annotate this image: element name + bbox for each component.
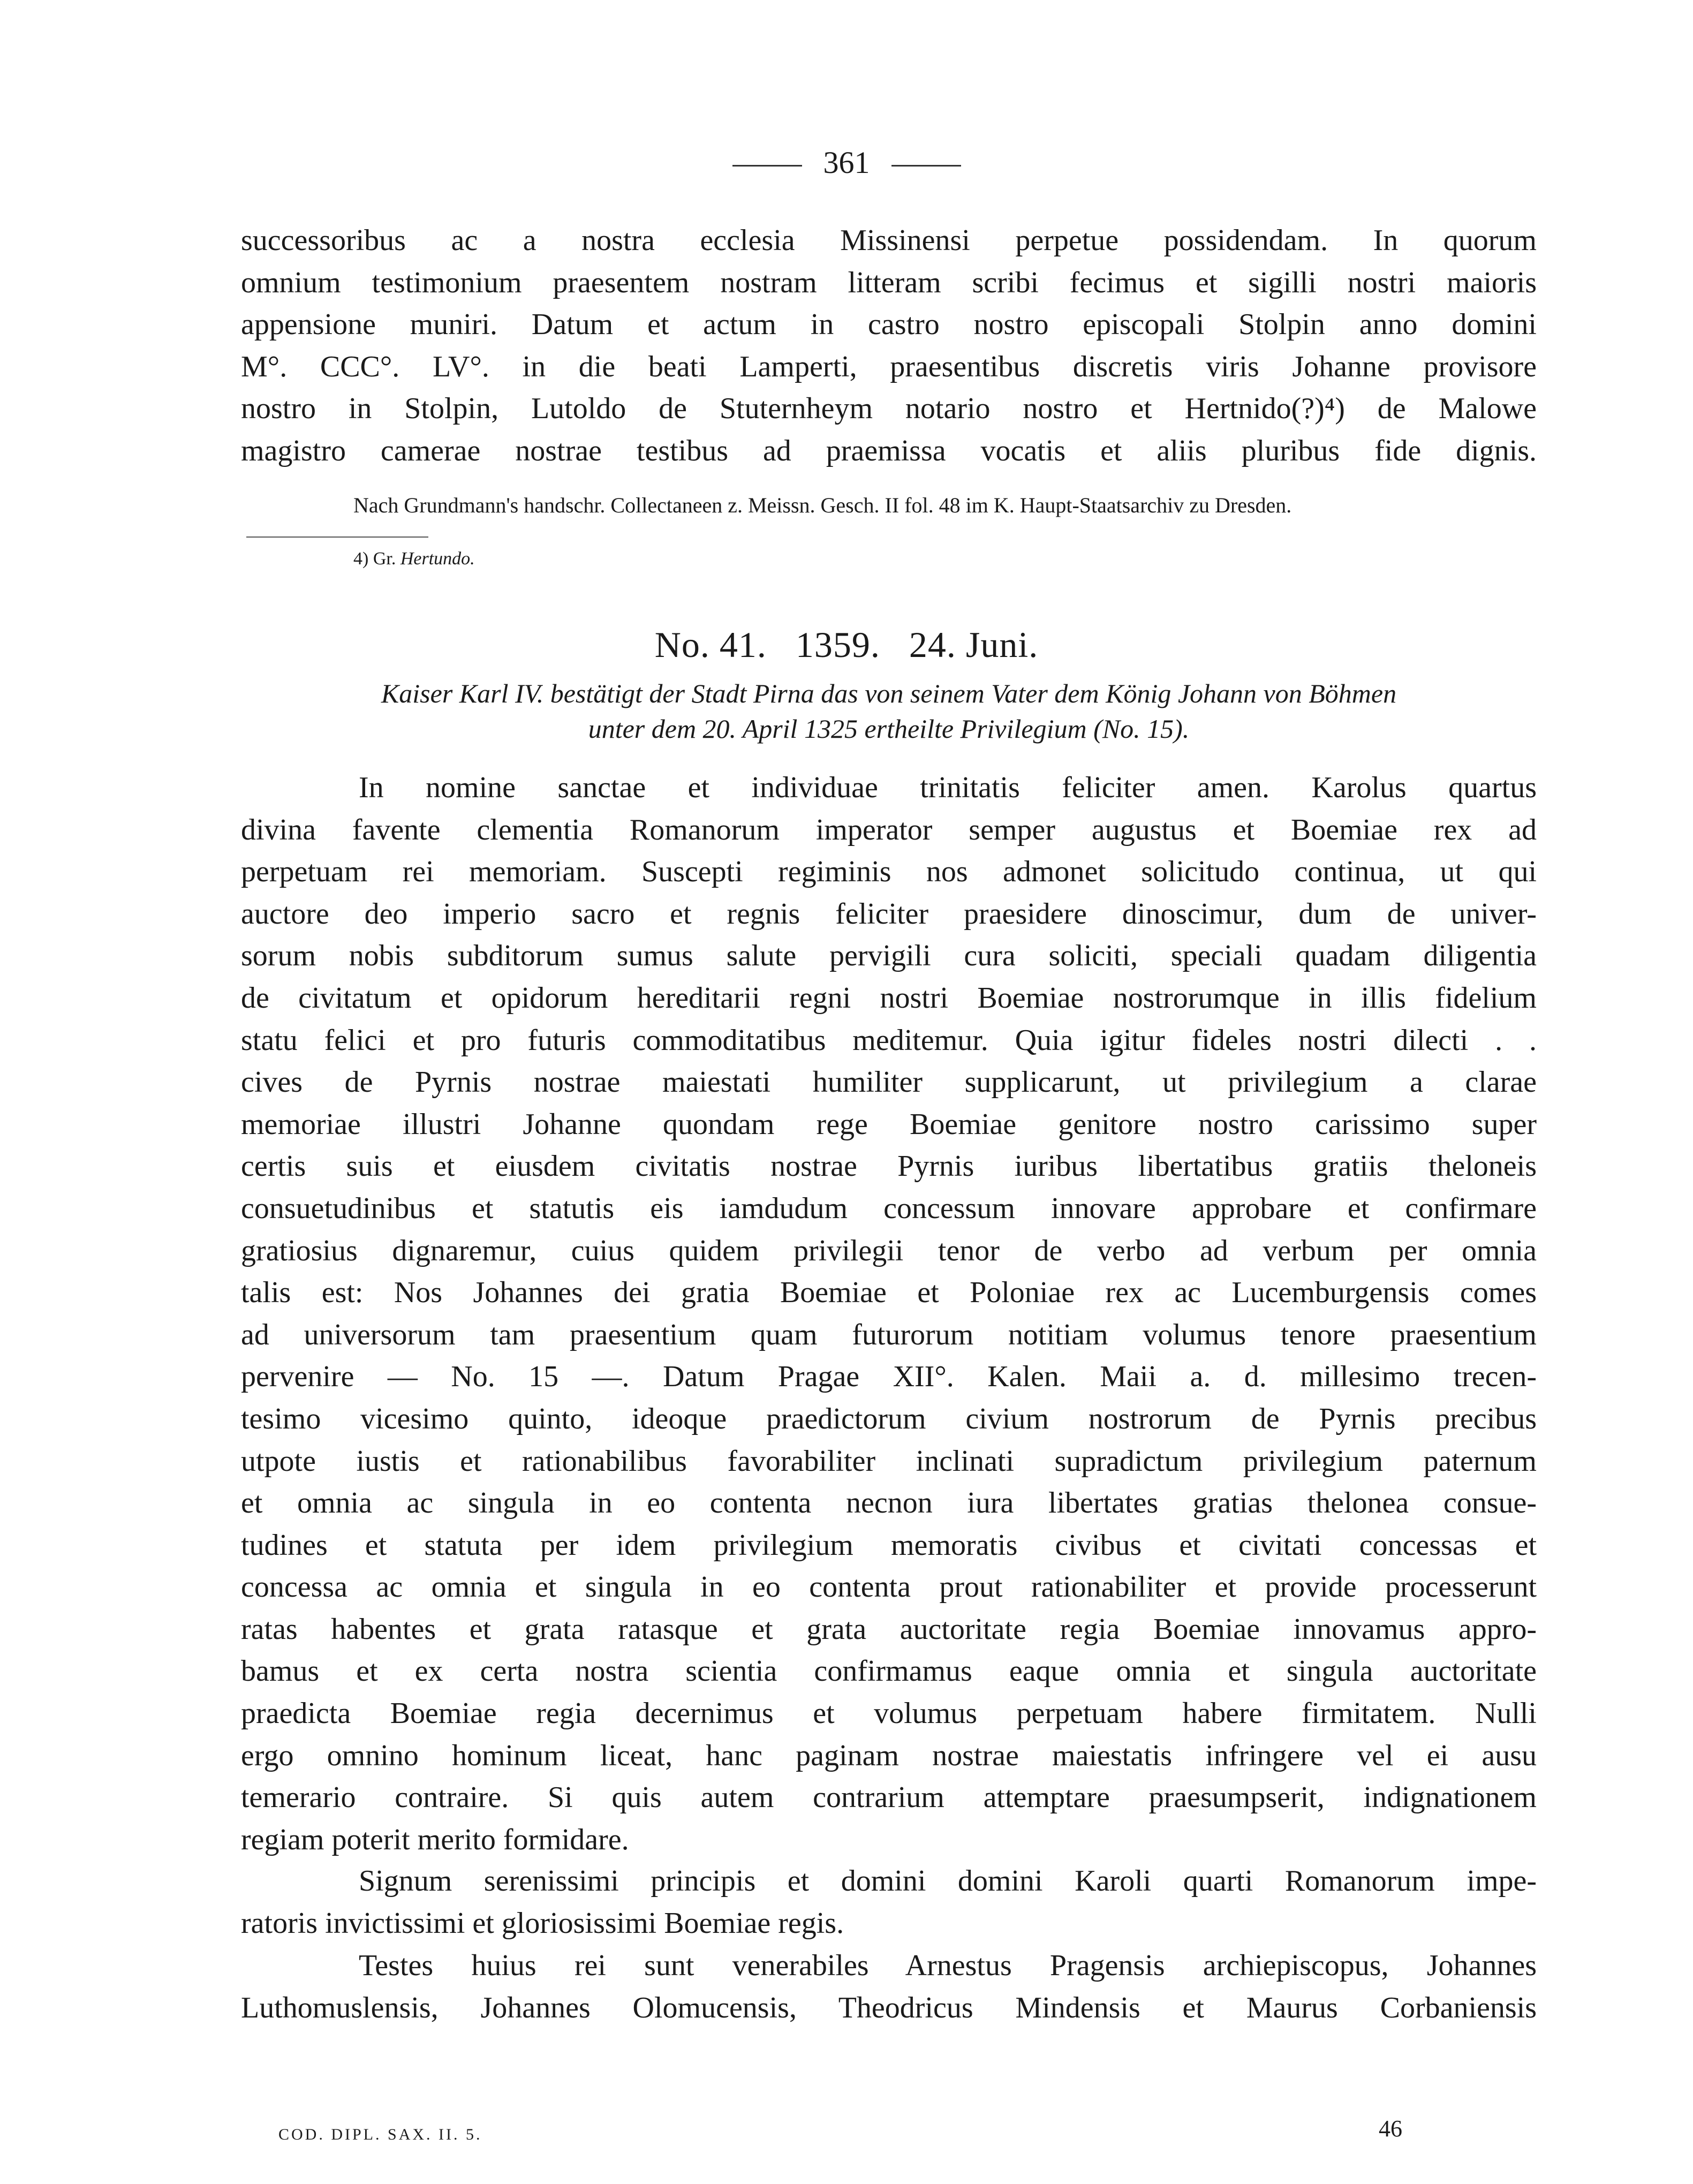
text-line: omnium testimonium praesentem nostram litteram scribi fecimus et sigilli nostri maioris — [241, 266, 1537, 299]
text-line: successoribus ac a nostra ecclesia Missinensi perpetue possidendam. In quorum — [241, 224, 1537, 257]
text-line: et omnia ac singula in eo contenta necnon iura libertates gratias thelonea consue- — [241, 1486, 1537, 1520]
text-line: appensione muniri. Datum et actum in castro nostro episcopali Stolpin anno domini — [241, 308, 1537, 342]
text-line: certis suis et eiusdem civitatis nostrae Pyrnis iuribus libertatibus gratiis theloneis — [241, 1150, 1537, 1183]
body-paragraph-3-text — [241, 1945, 1537, 2029]
page-number-dash-right — [891, 165, 961, 167]
text-line: auctore deo imperio sacro et regnis feliciter praesidere dinoscimur, dum de univer- — [241, 897, 1537, 931]
sheet-number: 46 — [1379, 2115, 1402, 2142]
text-line: Signum serenissimi principis et domini domini Karoli quarti Romanorum impe- — [359, 1864, 1537, 1898]
text-line: ratoris invictissimi et gloriosissimi Boemiae regis. — [241, 1906, 844, 1940]
footnote-divider — [246, 536, 428, 538]
body-paragraph-1-text — [241, 767, 1537, 1861]
page-number — [0, 145, 1693, 180]
text-line: consuetudinibus et statutis eis iamdudum concessum innovare approbare et confirmare — [241, 1191, 1537, 1225]
text-line: talis est: Nos Johannes dei gratia Boemiae et Poloniae rex ac Lucemburgensis comes — [241, 1276, 1537, 1310]
text-line: temerario contraire. Si quis autem contrarium attemptare praesumpserit, indignationem — [241, 1781, 1537, 1815]
footnote-number: 4) Gr. — [353, 549, 396, 569]
summary-line: unter dem 20. April 1325 ertheilte Privilegium (No. 15). — [588, 714, 1190, 744]
text-line: Luthomuslensis, Johannes Olomucensis, Theodricus Mindensis et Maurus Corbaniensis — [241, 1991, 1537, 2024]
text-line: cives de Pyrnis nostrae maiestati humiliter supplicarunt, ut privilegium a clarae — [241, 1065, 1537, 1099]
text-line: sorum nobis subditorum sumus salute pervigili cura soliciti, speciali quadam diligentia — [241, 939, 1537, 973]
text-line: ergo omnino hominum liceat, hanc paginam nostrae maiestatis infringere vel ei ausu — [241, 1739, 1537, 1772]
text-line: tudines et statuta per idem privilegium memoratis civibus et civitati concessas et — [241, 1528, 1537, 1562]
body-paragraph-2-text — [241, 1860, 1537, 1944]
text-line: tesimo vicesimo quinto, ideoque praedictorum civium nostrorum de Pyrnis precibus — [241, 1402, 1537, 1435]
text-line: pervenire — No. 15 —. Datum Pragae XII°. Kalen. Maii a. d. millesimo trecen- — [241, 1360, 1537, 1394]
signature-mark: COD. DIPL. SAX. II. 5. — [278, 2126, 482, 2143]
page-number-dash-left — [732, 165, 802, 167]
text-line: utpote iustis et rationabilibus favorabiliter inclinati supradictum privilegium paternum — [241, 1444, 1537, 1478]
source-note: Nach Grundmann's handschr. Collectaneen z. Meissn. Gesch. II fol. 48 im K. Haupt-Staatsarchiv zu Dresden. — [353, 493, 1292, 517]
top-paragraph — [241, 220, 1537, 472]
footnote-text: Hertundo. — [400, 549, 475, 569]
text-line: concessa ac omnia et singula in eo contenta prout rationabiliter et provide processerunt — [241, 1570, 1537, 1604]
text-line: nostro in Stolpin, Lutoldo de Stuternheym notario nostro et Hertnido(?)⁴) de Malowe — [241, 392, 1537, 426]
text-line: In nomine sanctae et individuae trinitatis feliciter amen. Karolus quartus — [359, 771, 1537, 804]
text-line: divina favente clementia Romanorum imperator semper augustus et Boemiae rex ad — [241, 813, 1537, 847]
top-paragraph-text — [241, 220, 1537, 472]
document-summary — [241, 676, 1537, 746]
footnote — [353, 549, 475, 569]
summary-line: Kaiser Karl IV. bestätigt der Stadt Pirna das von seinem Vater dem König Johann von Böhmen — [381, 678, 1397, 708]
text-line: de civitatum et opidorum hereditarii regni nostri Boemiae nostrorumque in illis fidelium — [241, 981, 1537, 1015]
text-line: praedicta Boemiae regia decernimus et volumus perpetuam habere firmitatem. Nulli — [241, 1697, 1537, 1730]
text-line: bamus et ex certa nostra scientia confirmamus eaque omnia et singula auctoritate — [241, 1654, 1537, 1688]
document-heading: No. 41. 1359. 24. Juni. — [654, 624, 1039, 665]
text-line: perpetuam rei memoriam. Suscepti regiminis nos admonet solicitudo continua, ut qui — [241, 855, 1537, 889]
page-number-text: 361 — [823, 145, 870, 180]
text-line: ad universorum tam praesentium quam futurorum notitiam volumus tenore praesentium — [241, 1318, 1537, 1351]
text-line: gratiosius dignaremur, cuius quidem privilegii tenor de verbo ad verbum per omnia — [241, 1234, 1537, 1267]
text-line: ratas habentes et grata ratasque et grata auctoritate regia Boemiae innovamus appro- — [241, 1612, 1537, 1646]
text-line: Testes huius rei sunt venerabiles Arnestus Pragensis archiepiscopus, Johannes — [359, 1949, 1537, 1982]
body-paragraph-1 — [241, 767, 1537, 1861]
body-paragraph-2 — [241, 1860, 1537, 1944]
text-line: statu felici et pro futuris commoditatibus meditemur. Quia igitur fideles nostri dilecti . . — [241, 1023, 1537, 1057]
text-line: M°. CCC°. LV°. in die beati Lamperti, praesentibus discretis viris Johanne provisore — [241, 350, 1537, 383]
text-line: memoriae illustri Johanne quondam rege Boemiae genitore nostro carissimo super — [241, 1107, 1537, 1141]
text-line: regiam poterit merito formidare. — [241, 1823, 629, 1856]
body-paragraph-3 — [241, 1945, 1537, 2029]
text-line: magistro camerae nostrae testibus ad praemissa vocatis et aliis pluribus fide dignis. — [241, 434, 1537, 467]
